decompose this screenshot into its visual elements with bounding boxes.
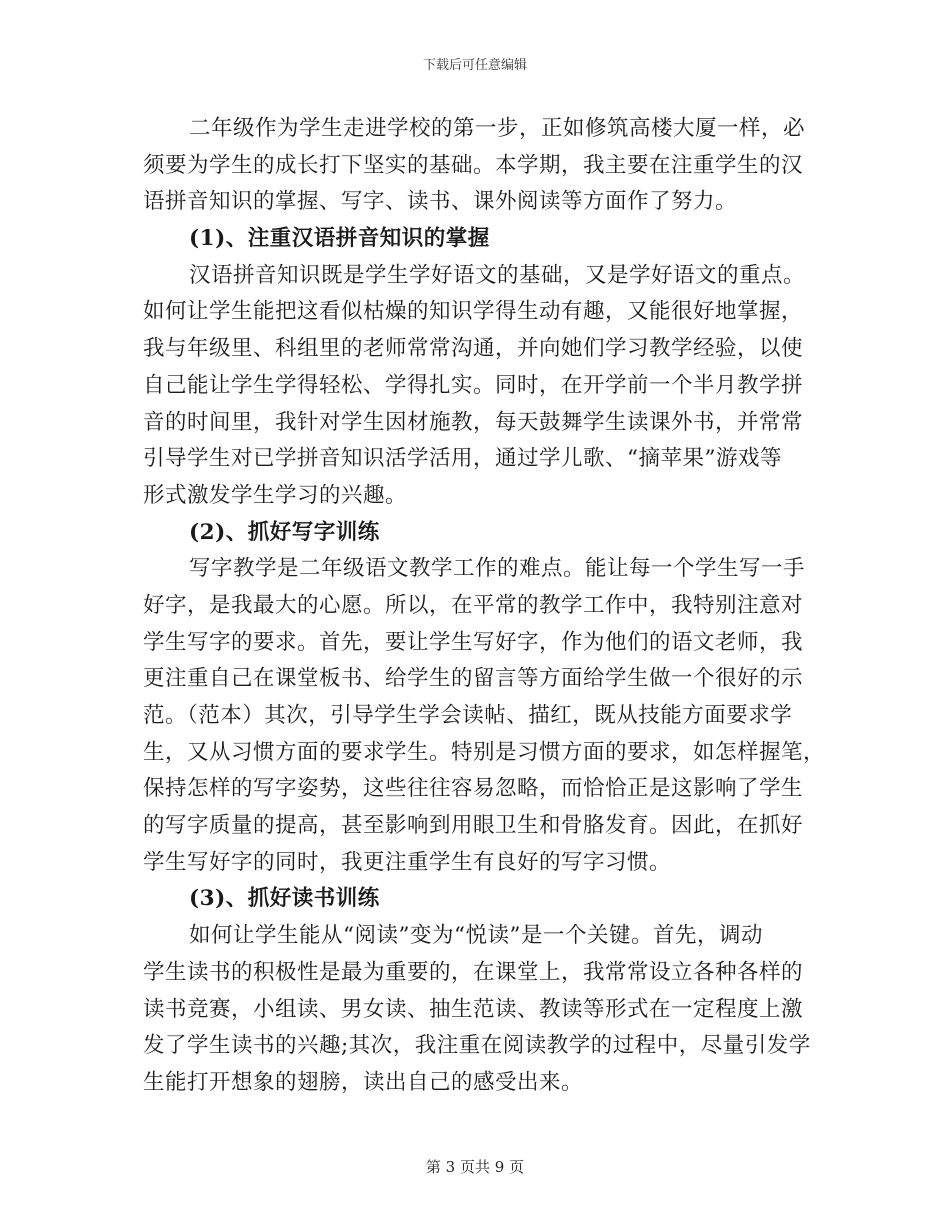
paragraph-line: 引导学生对已学拼音知识活学活用，通过学儿歌、“摘苹果”游戏等 bbox=[143, 446, 782, 472]
paragraph-line: 如何让学生能把这看似枯燥的知识学得生动有趣，又能很好地掌握， bbox=[143, 299, 804, 325]
paragraph-line: 音的时间里，我针对学生因材施教，每天鼓舞学生读课外书，并常常 bbox=[143, 409, 804, 435]
paragraph-line: 更注重自己在课堂板书、给学生的留言等方面给学生做一个很好的示 bbox=[143, 666, 804, 692]
paragraph-line: 汉语拼音知识既是学生学好语文的基础，又是学好语文的重点。 bbox=[189, 262, 806, 288]
paragraph-line: 保持怎样的写字姿势，这些往往容易忽略，而恰恰正是这影响了学生 bbox=[143, 776, 804, 802]
paragraph-line: 学生写字的要求。首先，要让学生写好字，作为他们的语文老师，我 bbox=[143, 629, 804, 655]
paragraph-line: 二年级作为学生走进学校的第一步，正如修筑高楼大厦一样，必 bbox=[189, 116, 806, 141]
paragraph-line: 须要为学生的成长打下坚实的基础。本学期，我主要在注重学生的汉 bbox=[143, 152, 804, 178]
paragraph-line: 读书竞赛，小组读、男女读、抽生范读、教读等形式在一定程度上激 bbox=[143, 996, 804, 1022]
paragraph-line: 自己能让学生学得轻松、学得扎实。同时，在开学前一个半月教学拼 bbox=[143, 372, 804, 398]
paragraph-line: 形式激发学生学习的兴趣。 bbox=[143, 482, 408, 508]
document-body bbox=[143, 111, 826, 1102]
section-heading-writing: (2)、抓好写字训练 bbox=[189, 519, 380, 545]
paragraph-line: 生能打开想象的翅膀，读出自己的感受出来。 bbox=[143, 1069, 584, 1095]
intro-paragraph bbox=[143, 111, 815, 221]
paragraph-line: 的写字质量的提高，甚至影响到用眼卫生和骨胳发育。因此，在抓好 bbox=[143, 813, 804, 839]
section-heading-pinyin: (1)、注重汉语拼音知识的掌握 bbox=[189, 226, 490, 252]
paragraph-line: 学生读书的积极性是最为重要的，在课堂上，我常常设立各种各样的 bbox=[143, 959, 804, 985]
paragraph-line: 语拼音知识的掌握、写字、读书、课外阅读等方面作了努力。 bbox=[143, 189, 738, 215]
paragraph-line: 范。（范本）其次，引导学生学会读帖、描红，既从技能方面要求学 bbox=[143, 703, 793, 728]
writing-paragraph bbox=[143, 551, 826, 881]
page-header: 下载后可任意编辑 bbox=[422, 58, 527, 73]
paragraph-line: 生，又从习惯方面的要求学生。特别是习惯方面的要求，如怎样握笔， bbox=[143, 739, 826, 765]
page-number: 第 3 页共 9 页 bbox=[425, 1158, 525, 1176]
paragraph-line: 学生写好字的同时，我更注重学生有良好的写字习惯。 bbox=[143, 849, 672, 875]
section-heading-reading: (3)、抓好读书训练 bbox=[189, 886, 380, 912]
paragraph-line: 如何让学生能从“阅读”变为“悦读”是一个关键。首先，调动 bbox=[189, 923, 763, 949]
pinyin-paragraph bbox=[143, 258, 815, 515]
paragraph-line: 写字教学是二年级语文教学工作的难点。能让每一个学生写一手 bbox=[189, 556, 806, 582]
paragraph-line: 发了学生读书的兴趣;其次，我注重在阅读教学的过程中，尽量引发学 bbox=[143, 1033, 811, 1059]
reading-paragraph bbox=[143, 918, 815, 1101]
paragraph-line: 好字，是我最大的心愿。所以，在平常的教学工作中，我特别注意对 bbox=[143, 592, 804, 618]
paragraph-line: 我与年级里、科组里的老师常常沟通，并向她们学习教学经验，以使 bbox=[143, 336, 804, 362]
